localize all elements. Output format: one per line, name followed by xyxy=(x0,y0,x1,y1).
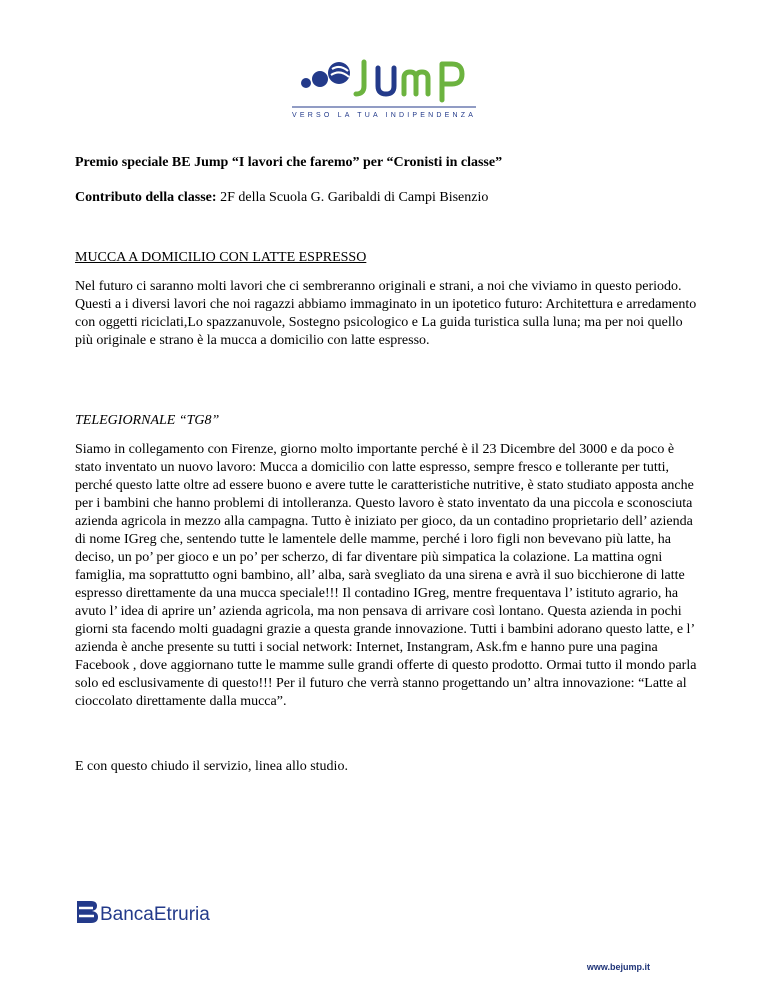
closing-paragraph: E con questo chiudo il servizio, linea allo studio. xyxy=(75,759,348,774)
section2-heading: TELEGIORNALE “TG8” xyxy=(75,413,220,428)
contribution-label: Contributo della classe: xyxy=(75,190,217,205)
contribution-line xyxy=(75,190,488,206)
section1-paragraph: Nel futuro ci saranno molti lavori che ci sembreranno originali e strani, a noi che viviamo in questo periodo. Questi a i diversi lavori che noi ragazzi abbiamo immaginato in un ipotetico futuro: Architettura e arredamento con oggetti riciclati,Lo spazzanuvole, Sostegno psicologico e La guida turistica sulla luna; ma per noi quello più originale e strano è la mucca a domicilio con latte espresso. xyxy=(75,279,697,348)
contribution-value: 2F della Scuola G. Garibaldi di Campi Bisenzio xyxy=(216,190,489,205)
banca-etruria-logo xyxy=(75,897,235,927)
section2-paragraph: Siamo in collegamento con Firenze, giorno molto importante perché è il 23 Dicembre del 3000 e da poco è stato inventato un nuovo lavoro: Mucca a domicilio con latte espresso, sempre fresco e tollerante per tutti, perché questo latte oltre ad essere buono e avere tutte le caratteristiche nutritive, è stato studiato apposta anche per i bambini che hanno problemi di intolleranza. Questo lavoro è stato inventato da una piccola e sconosciuta azienda agricola in mezzo alla campagna. Tutto è iniziato per gioco, da un contadino proprietario dell’ azienda di nome IGreg che, sentendo tutte le lamentele delle mamme, perché i loro figli non bevevano più latte, ha deciso, un po’ per gioco e un po’ per scherzo, di far diventare più simpatica la colazione. La mattina ogni famiglia, ma soprattutto ogni bambino, all’ alba, sarà svegliato da una sirena e avrà il suo bicchierone di latte espresso direttamente da una mucca speciale!!! Il contadino IGreg, mentre frequentava l’ istituto agrario, ha avuto l’ idea di aprire un’ azienda agricola, ma non pensava di arrivare così lontano. Questa azienda in pochi giorni sta facendo molti guadagni grazie a questa grande innovazione. Tutti i bambini adorano questo latte, e l’ azienda è anche presente su tutti i social network: Internet, Instangram, Ask.fm e hanno pure una pagina Facebook , dove aggiornano tutte le mamme sulle grandi offerte di questo prodotto. Ormai tutto il mondo parla solo ed esclusivamente di questo!!! Per il futuro che verrà stanno progettando un’ altra innovazione: “Latte al cioccolato direttamente dalla mucca”. xyxy=(75,442,697,709)
bank-logo-text: BancaEtruria xyxy=(100,904,210,925)
logo-tagline: VERSO LA TUA INDIPENDENZA xyxy=(292,112,477,119)
footer-url[interactable]: www.bejump.it xyxy=(586,962,650,972)
document-title: Premio speciale BE Jump “I lavori che faremo” per “Cronisti in classe” xyxy=(75,155,503,170)
section1-heading: MUCCA A DOMICILIO CON LATTE ESPRESSO xyxy=(75,250,367,265)
